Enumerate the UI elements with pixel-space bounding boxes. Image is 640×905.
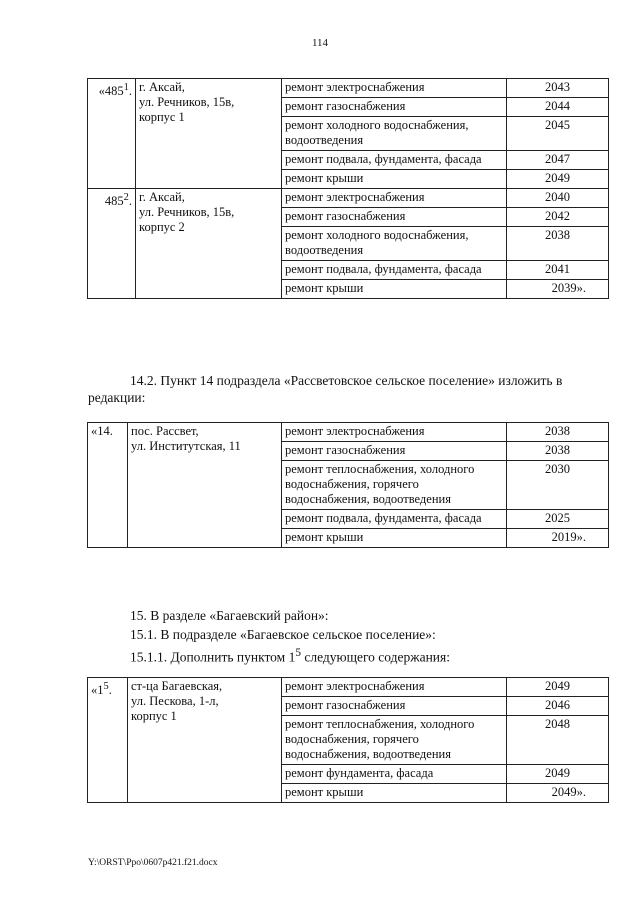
year: 2044 bbox=[507, 98, 609, 117]
year: 2043 bbox=[507, 79, 609, 98]
work-type: ремонт газоснабжения bbox=[282, 442, 507, 461]
table-row bbox=[88, 678, 609, 697]
year: 2019». bbox=[507, 529, 609, 548]
work-type: ремонт теплоснабжения, холодного водоснабжения, горячего водоснабжения, водоотведения bbox=[282, 716, 507, 765]
year: 2038 bbox=[507, 423, 609, 442]
page-number: 114 bbox=[311, 37, 329, 49]
table-aksai bbox=[87, 78, 609, 299]
year: 2025 bbox=[507, 510, 609, 529]
year: 2030 bbox=[507, 461, 609, 510]
table-row bbox=[88, 189, 609, 208]
year: 2038 bbox=[507, 442, 609, 461]
address: г. Аксай, ул. Речников, 15в, корпус 1 bbox=[136, 79, 282, 189]
paragraph-15: 15. В разделе «Багаевский район»: bbox=[130, 608, 329, 623]
year: 2047 bbox=[507, 151, 609, 170]
work-type: ремонт подвала, фундамента, фасада bbox=[282, 151, 507, 170]
work-type: ремонт электроснабжения bbox=[282, 189, 507, 208]
work-type: ремонт электроснабжения bbox=[282, 423, 507, 442]
table-row bbox=[88, 423, 609, 442]
work-type: ремонт газоснабжения bbox=[282, 697, 507, 716]
year: 2042 bbox=[507, 208, 609, 227]
work-type: ремонт крыши bbox=[282, 280, 507, 299]
work-type: ремонт подвала, фундамента, фасада bbox=[282, 261, 507, 280]
table-row bbox=[88, 79, 609, 98]
paragraph-14-2: 14.2. Пункт 14 подраздела «Рассветовское сельское поселение» изложить в редакции: bbox=[88, 373, 563, 405]
year: 2039». bbox=[507, 280, 609, 299]
work-type: ремонт электроснабжения bbox=[282, 678, 507, 697]
year: 2049 bbox=[507, 170, 609, 189]
item-number: $485^2$. bbox=[88, 189, 136, 299]
year: 2046 bbox=[507, 697, 609, 716]
work-type: ремонт фундамента, фасада bbox=[282, 765, 507, 784]
year: 2049 bbox=[507, 765, 609, 784]
work-type: ремонт крыши bbox=[282, 170, 507, 189]
year: 2038 bbox=[507, 227, 609, 261]
work-type: ремонт крыши bbox=[282, 529, 507, 548]
year: 2048 bbox=[507, 716, 609, 765]
work-type: ремонт холодного водоснабжения, водоотведения bbox=[282, 227, 507, 261]
work-type: ремонт подвала, фундамента, фасада bbox=[282, 510, 507, 529]
work-type: ремонт газоснабжения bbox=[282, 98, 507, 117]
address: пос. Рассвет, ул. Институтская, 11 bbox=[128, 423, 282, 548]
year: 2045 bbox=[507, 117, 609, 151]
item-number: «14. bbox=[88, 423, 128, 548]
table-bagaevskaya bbox=[87, 677, 609, 803]
work-type: ремонт газоснабжения bbox=[282, 208, 507, 227]
file-path-footer: Y:\ORST\Ppo\0607p421.f21.docx bbox=[88, 858, 218, 868]
work-type: ремонт электроснабжения bbox=[282, 79, 507, 98]
item-number: «$1^5$. bbox=[88, 678, 128, 803]
address: ст-ца Багаевская, ул. Пескова, 1-л, корпус 1 bbox=[128, 678, 282, 803]
table-rassvet bbox=[87, 422, 609, 548]
year: 2049». bbox=[507, 784, 609, 803]
item-number: «$485^1$. bbox=[88, 79, 136, 189]
paragraph-15-1: 15.1. В подразделе «Багаевское сельское поселение»: bbox=[130, 627, 436, 642]
work-type: ремонт крыши bbox=[282, 784, 507, 803]
address: г. Аксай, ул. Речников, 15в, корпус 2 bbox=[136, 189, 282, 299]
paragraph-15-1-1: 15.1.1. Дополнить пунктом $1^5$ следующего содержания: bbox=[130, 647, 450, 665]
work-type: ремонт холодного водоснабжения, водоотведения bbox=[282, 117, 507, 151]
year: 2040 bbox=[507, 189, 609, 208]
work-type: ремонт теплоснабжения, холодного водоснабжения, горячего водоснабжения, водоотведения bbox=[282, 461, 507, 510]
year: 2041 bbox=[507, 261, 609, 280]
year: 2049 bbox=[507, 678, 609, 697]
